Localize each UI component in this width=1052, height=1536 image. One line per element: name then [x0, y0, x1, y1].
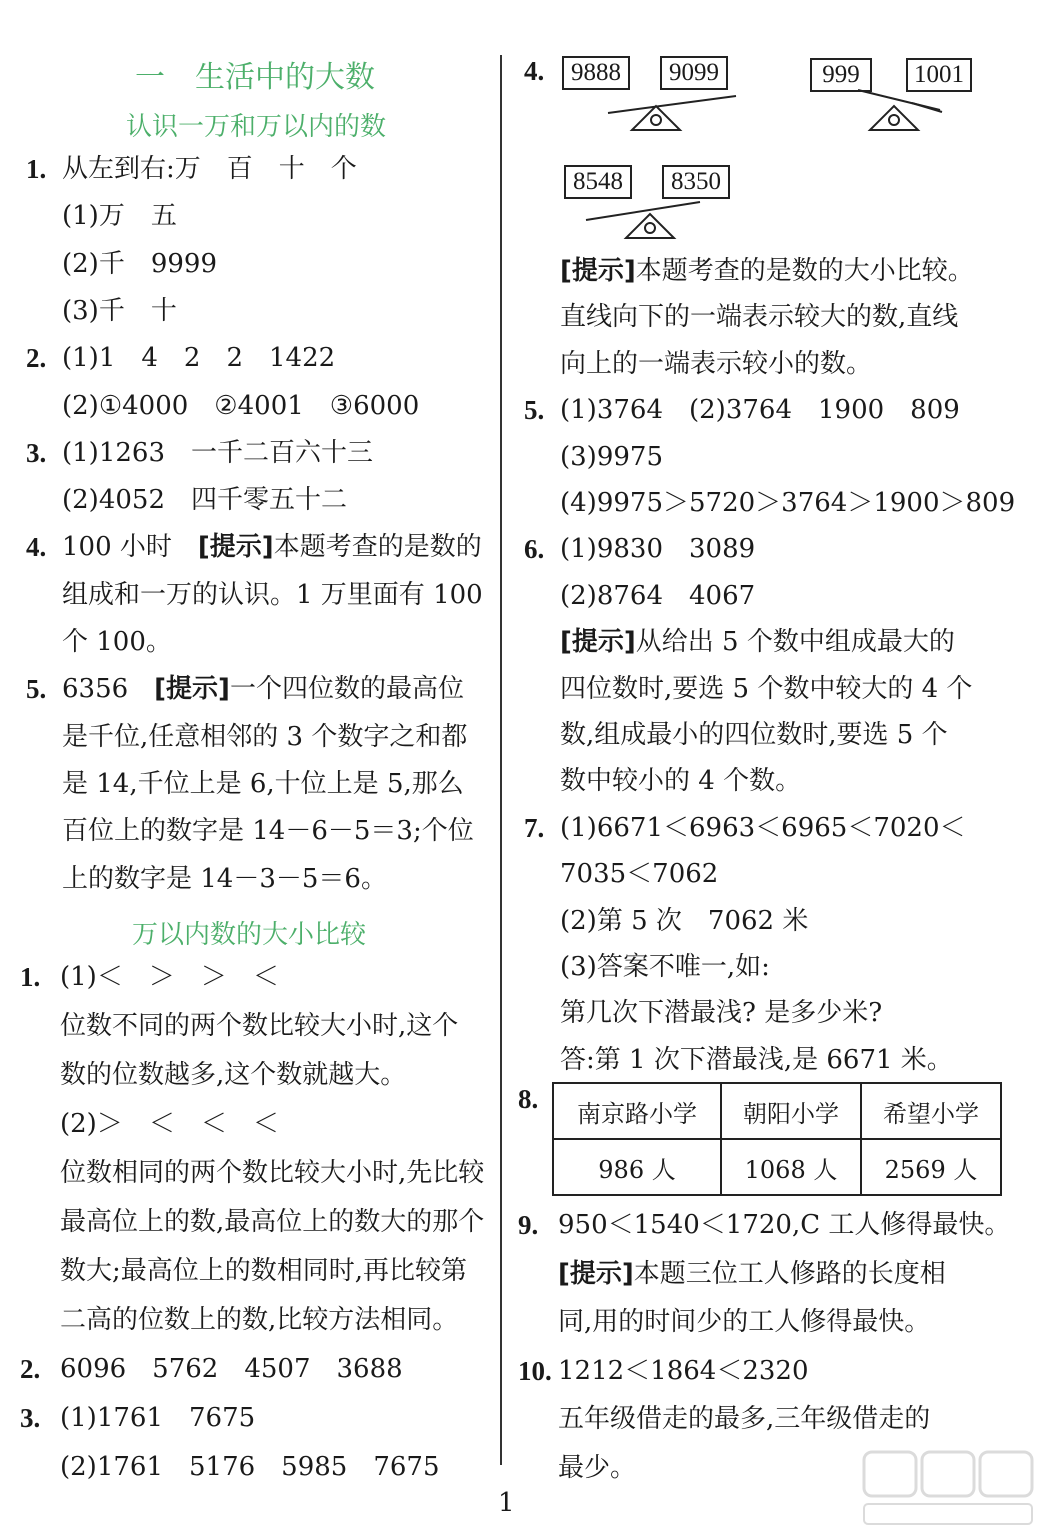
answer-line: [560, 720, 948, 750]
answer-line: [560, 859, 718, 889]
answer-text: (1)3764 (2)3764 1900 809: [560, 395, 960, 426]
answer-text: 数大;最高位上的数相同时,再比较第: [60, 1256, 468, 1286]
question-number: 2.: [20, 1354, 41, 1384]
answer-line: [62, 674, 464, 704]
answer-text: 数,组成最小的四位数时,要选 5 个: [560, 720, 948, 750]
answer-line: [62, 154, 357, 184]
section-title-1: 认识一万和万以内的数: [126, 112, 387, 142]
question-number: 1.: [26, 154, 47, 184]
answer-text: 个 100。: [62, 627, 172, 657]
answer-text: 直线向下的一端表示较大的数,直线: [560, 302, 959, 333]
answer-line: [560, 488, 1015, 518]
answer-text: 四位数时,要选 5 个数中较大的 4 个: [560, 673, 973, 704]
answer-line: [558, 1307, 930, 1337]
answer-text: 上的数字是 14－3－5＝6。: [62, 863, 387, 894]
answer-value: 100 小时: [62, 532, 198, 563]
answer-text: 1212＜1864＜2320: [558, 1355, 809, 1386]
answer-text: 950＜1540＜1720,C 工人修得最快。: [558, 1210, 1011, 1240]
answer-text: 百位上的数字是 14－6－5＝3;个位: [62, 816, 474, 847]
answer-line: [60, 1305, 458, 1335]
answer-text: 从给出 5 个数中组成最大的: [635, 627, 955, 658]
answer-text: 是 14,千位上是 6,十位上是 5,那么: [62, 768, 464, 799]
answer-text: 本题三位工人修路的长度相: [633, 1258, 946, 1289]
answer-text: 最少。: [558, 1453, 637, 1483]
answer-line: [558, 1404, 930, 1434]
balance-1-left-box: 9888: [562, 56, 630, 90]
answer-line: [62, 627, 172, 657]
answer-text: 从左到右:万 百 十 个: [62, 154, 357, 184]
question-number: 8.: [518, 1084, 539, 1114]
balance-1-scale-icon: [602, 88, 752, 132]
answer-text: 最高位上的数,最高位上的数大的那个: [60, 1207, 485, 1237]
answer-line: [62, 864, 387, 894]
section-title-2: 万以内数的大小比较: [132, 920, 367, 950]
answer-text: (1)1761 7675: [60, 1403, 256, 1433]
question-number: 5.: [524, 395, 545, 426]
answer-line: [62, 722, 467, 752]
answer-text: 一个四位数的最高位: [229, 674, 464, 705]
balance-2-scale-icon: [852, 88, 1002, 132]
answer-text: (1)1 4 2 2 1422: [62, 343, 336, 374]
answer-line: [560, 534, 755, 564]
answer-line: [60, 1158, 484, 1188]
table-header: 希望小学: [861, 1083, 1001, 1139]
balance-2-right-box: 1001: [906, 58, 972, 92]
answer-line: [60, 962, 279, 992]
answer-line: [62, 580, 483, 610]
answer-text: 位数相同的两个数比较大小时,先比较: [60, 1158, 485, 1188]
answer-text: (2)8764 4067: [560, 580, 756, 611]
answer-text: (1)1263 一千二百六十三: [62, 437, 373, 468]
answer-text: (2)4052 四千零五十二: [62, 485, 347, 516]
hint-label: [提示]: [560, 627, 636, 658]
answer-line: [62, 296, 177, 326]
table-cell: 1068 人: [721, 1139, 861, 1195]
answer-text: (3)答案不唯一,如:: [560, 952, 770, 982]
answer-text: 二高的位数上的数,比较方法相同。: [60, 1305, 459, 1335]
question-number: 9.: [518, 1210, 539, 1240]
balance-3-right-box: 8350: [662, 165, 730, 199]
answer-line: [560, 952, 770, 982]
question-number: 5.: [26, 674, 47, 705]
answer-line: [60, 1452, 440, 1482]
answer-text: 答:第 1 次下潜最浅,是 6671 米。: [560, 1044, 953, 1075]
table-header: 南京路小学: [553, 1083, 721, 1139]
answer-line: [560, 442, 663, 472]
answer-text: 同,用的时间少的工人修得最快。: [558, 1307, 931, 1338]
answer-text: (1)9830 3089: [560, 534, 756, 565]
answer-line: [60, 1207, 484, 1237]
answer-line: [560, 674, 972, 704]
answer-text: 本题考查的是数的: [273, 532, 482, 563]
answer-text: (2)①4000 ②4001 ③6000: [62, 390, 420, 421]
column-divider: [500, 55, 502, 1465]
answer-text: 组成和一万的认识。1 万里面有 100: [62, 579, 483, 610]
answer-line: [60, 1256, 467, 1286]
answer-line: [558, 1453, 636, 1483]
chapter-title: 一 生活中的大数: [135, 60, 375, 95]
answer-text: (1)万 五: [62, 201, 177, 232]
answer-line: [560, 906, 808, 936]
answer-text: 6096 5762 4507 3688: [60, 1354, 403, 1384]
answer-line: [62, 201, 177, 231]
answer-line: [558, 1356, 809, 1386]
table-cell: 2569 人: [861, 1139, 1001, 1195]
answer-line: [60, 1403, 255, 1433]
answer-text: (2)＞ ＜ ＜ ＜: [60, 1109, 279, 1139]
answer-line: [560, 813, 966, 843]
answer-text: 本题考查的是数的大小比较。: [635, 256, 974, 286]
question-number: 3.: [20, 1403, 41, 1433]
answer-text: 向上的一端表示较小的数。: [560, 348, 873, 379]
answer-line: [62, 343, 335, 373]
answer-line: [560, 349, 872, 379]
answer-line: [62, 438, 373, 468]
answer-line: [62, 769, 464, 799]
table-cell: 986 人: [553, 1139, 721, 1195]
table-header: 朝阳小学: [721, 1083, 861, 1139]
answer-text: (1)＜ ＞ ＞ ＜: [60, 962, 279, 992]
answer-text: (2)1761 5176 5985 7675: [60, 1452, 440, 1482]
page-number: 1: [498, 1488, 515, 1518]
answer-text: (3)9975: [560, 441, 663, 472]
answer-text: (1)6671＜6963＜6965＜7020＜: [560, 812, 966, 843]
answer-line: [560, 1045, 953, 1075]
question-number: 4.: [26, 532, 47, 563]
answer-line: [558, 1259, 946, 1289]
question-number: 2.: [26, 343, 47, 374]
balance-3-left-box: 8548: [564, 165, 632, 199]
question-number: 7.: [524, 812, 545, 843]
answer-line: [558, 1210, 1010, 1240]
hint-label: [提示]: [560, 256, 636, 286]
school-table: [552, 1082, 1002, 1196]
answer-line: [62, 249, 217, 279]
answer-text: 是千位,任意相邻的 3 个数字之和都: [62, 721, 468, 752]
answer-text: (3)千 十: [62, 295, 177, 326]
answer-text: (2)第 5 次 7062 米: [560, 905, 809, 936]
question-number: 10.: [518, 1355, 552, 1386]
question-number: 6.: [524, 534, 545, 565]
answer-line: [60, 1109, 279, 1139]
answer-line: [62, 485, 347, 515]
answer-text: 数的位数越多,这个数就越大。: [60, 1060, 407, 1090]
answer-line: [560, 395, 960, 425]
answer-text: (2)千 9999: [62, 248, 217, 279]
watermark-logo-icon: [858, 1448, 1038, 1528]
question-number: 1.: [20, 962, 41, 992]
answer-text: 五年级借走的最多,三年级借走的: [558, 1404, 931, 1435]
balance-1-right-box: 9099: [660, 56, 728, 90]
question-number: 3.: [26, 437, 47, 468]
answer-line: [60, 1011, 458, 1041]
answer-line: [62, 816, 474, 846]
answer-line: [560, 581, 755, 611]
balance-3-scale-icon: [582, 196, 732, 242]
answer-line: [62, 532, 482, 562]
answer-line: [60, 1060, 406, 1090]
hint-label: [提示]: [558, 1258, 634, 1289]
question-number: 4.: [524, 56, 545, 86]
answer-text: (4)9975＞5720＞3764＞1900＞809: [560, 488, 1016, 518]
answer-text: 位数不同的两个数比较大小时,这个: [60, 1011, 459, 1041]
answer-text: 7035＜7062: [560, 859, 719, 890]
answer-line: [60, 1354, 403, 1384]
answer-value: 6356: [62, 674, 155, 705]
answer-line: [560, 256, 974, 286]
hint-label: [提示]: [197, 532, 274, 563]
answer-text: 第几次下潜最浅? 是多少米?: [560, 998, 883, 1029]
answer-text: 数中较小的 4 个数。: [560, 766, 802, 797]
answer-line: [62, 391, 419, 421]
hint-label: [提示]: [154, 674, 230, 705]
answer-line: [560, 627, 955, 657]
answer-line: [560, 302, 958, 332]
answer-line: [560, 766, 801, 796]
balance-2-left-box: 999: [810, 58, 872, 92]
answer-line: [560, 998, 882, 1028]
